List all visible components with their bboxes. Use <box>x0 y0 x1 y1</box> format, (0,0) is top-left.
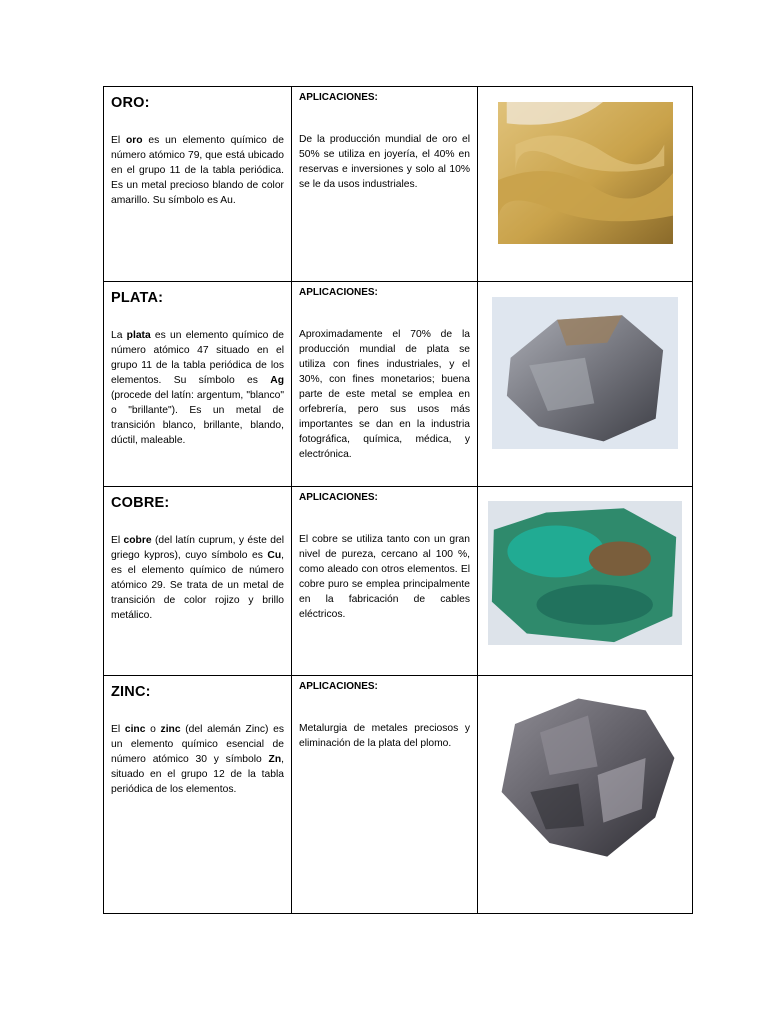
description-text: El <box>111 535 124 546</box>
metal-name: COBRE: <box>111 495 170 511</box>
description-text: es un elemento químico de número atómico 47 situado en el grupo 11 de la tabla periódica de los elementos. Su símbolo es <box>111 330 284 386</box>
metal-name: ORO: <box>111 95 150 111</box>
applications-text: Aproximadamente el 70% de la producción mundial de plata se utiliza con fines industriales, y el 30%, con fines monetarios; buena parte de este metal se emplea en orfebrería, pero sus usos más importantes se dan en la industria fotográfica, química, médica, y electrónica. <box>299 329 470 460</box>
description-text: es un elemento químico de número atómico 79, que está ubicado en el grupo 11 de la tabla periódica. Es un metal precioso blando de color amarillo. Su símbolo es Au. <box>111 135 284 206</box>
applications-cell <box>292 676 478 914</box>
description-text: (del alemán Zinc) es un elemento químico esencial de número atómico 30 y símbolo <box>111 724 284 765</box>
metal-row <box>104 676 693 914</box>
metal-row <box>104 282 693 487</box>
silver-ore-photo <box>492 297 678 449</box>
metal-description <box>111 533 284 623</box>
applications-cell <box>292 282 478 487</box>
mineral-image-cell <box>478 87 693 282</box>
description-text: El <box>111 135 126 146</box>
applications-text: De la producción mundial de oro el 50% se utiliza en joyería, el 40% en reservas e inversiones y solo al 10% se le da usos industriales. <box>299 134 470 190</box>
applications-text: Metalurgia de metales preciosos y eliminación de la plata del plomo. <box>299 723 470 749</box>
metal-description <box>111 328 284 448</box>
metal-row <box>104 487 693 676</box>
metals-table <box>103 86 693 914</box>
bold-term: Ag <box>270 375 284 386</box>
applications-heading: APLICACIONES: <box>299 287 378 298</box>
gold-ore-photo <box>498 102 673 244</box>
bold-term: cobre <box>123 535 152 546</box>
bold-term: oro <box>126 135 143 146</box>
description-text: , situado en el grupo 12 de la tabla periódica de los elementos. <box>111 754 284 795</box>
applications-heading: APLICACIONES: <box>299 92 378 103</box>
description-text: (del latín cuprum, y éste del griego kypros), cuyo símbolo es <box>111 535 284 561</box>
metal-description-cell <box>104 282 292 487</box>
mineral-image-cell <box>478 487 693 676</box>
bold-term: plata <box>126 330 151 341</box>
applications-cell <box>292 487 478 676</box>
copper-ore-photo <box>488 501 682 645</box>
bold-term: Zn <box>268 754 282 765</box>
metal-row <box>104 87 693 282</box>
metal-description <box>111 133 284 208</box>
description-text: El <box>111 724 125 735</box>
mineral-image-cell <box>478 282 693 487</box>
metal-name: ZINC: <box>111 684 151 700</box>
mineral-image-cell <box>478 676 693 914</box>
applications-cell <box>292 87 478 282</box>
metal-name: PLATA: <box>111 290 164 306</box>
applications-heading: APLICACIONES: <box>299 492 378 503</box>
applications-text: El cobre se utiliza tanto con un gran nivel de pureza, cercano al 100 %, como aleado con otros elementos. El cobre puro se emplea principalmente en la fabricación de cables eléctricos. <box>299 534 470 620</box>
bold-term: cinc <box>124 724 146 735</box>
bold-term: Cu <box>267 550 282 561</box>
description-text: La <box>111 330 127 341</box>
zinc-ore-photo <box>492 690 684 860</box>
applications-heading: APLICACIONES: <box>299 681 378 692</box>
metal-description-cell <box>104 676 292 914</box>
metal-description-cell <box>104 87 292 282</box>
description-text: o <box>145 724 161 735</box>
bold-term: zinc <box>160 724 181 735</box>
metal-description-cell <box>104 487 292 676</box>
metal-description <box>111 722 284 797</box>
description-text: (procede del latín: argentum, "blanco" o "brillante"). Es un metal de transición blanco, brillante, blando, dúctil, maleable. <box>111 390 284 446</box>
description-text: , es el elemento químico de número atómico 29. Se trata de un metal de transición de color rojizo y brillo metálico. <box>111 550 284 621</box>
